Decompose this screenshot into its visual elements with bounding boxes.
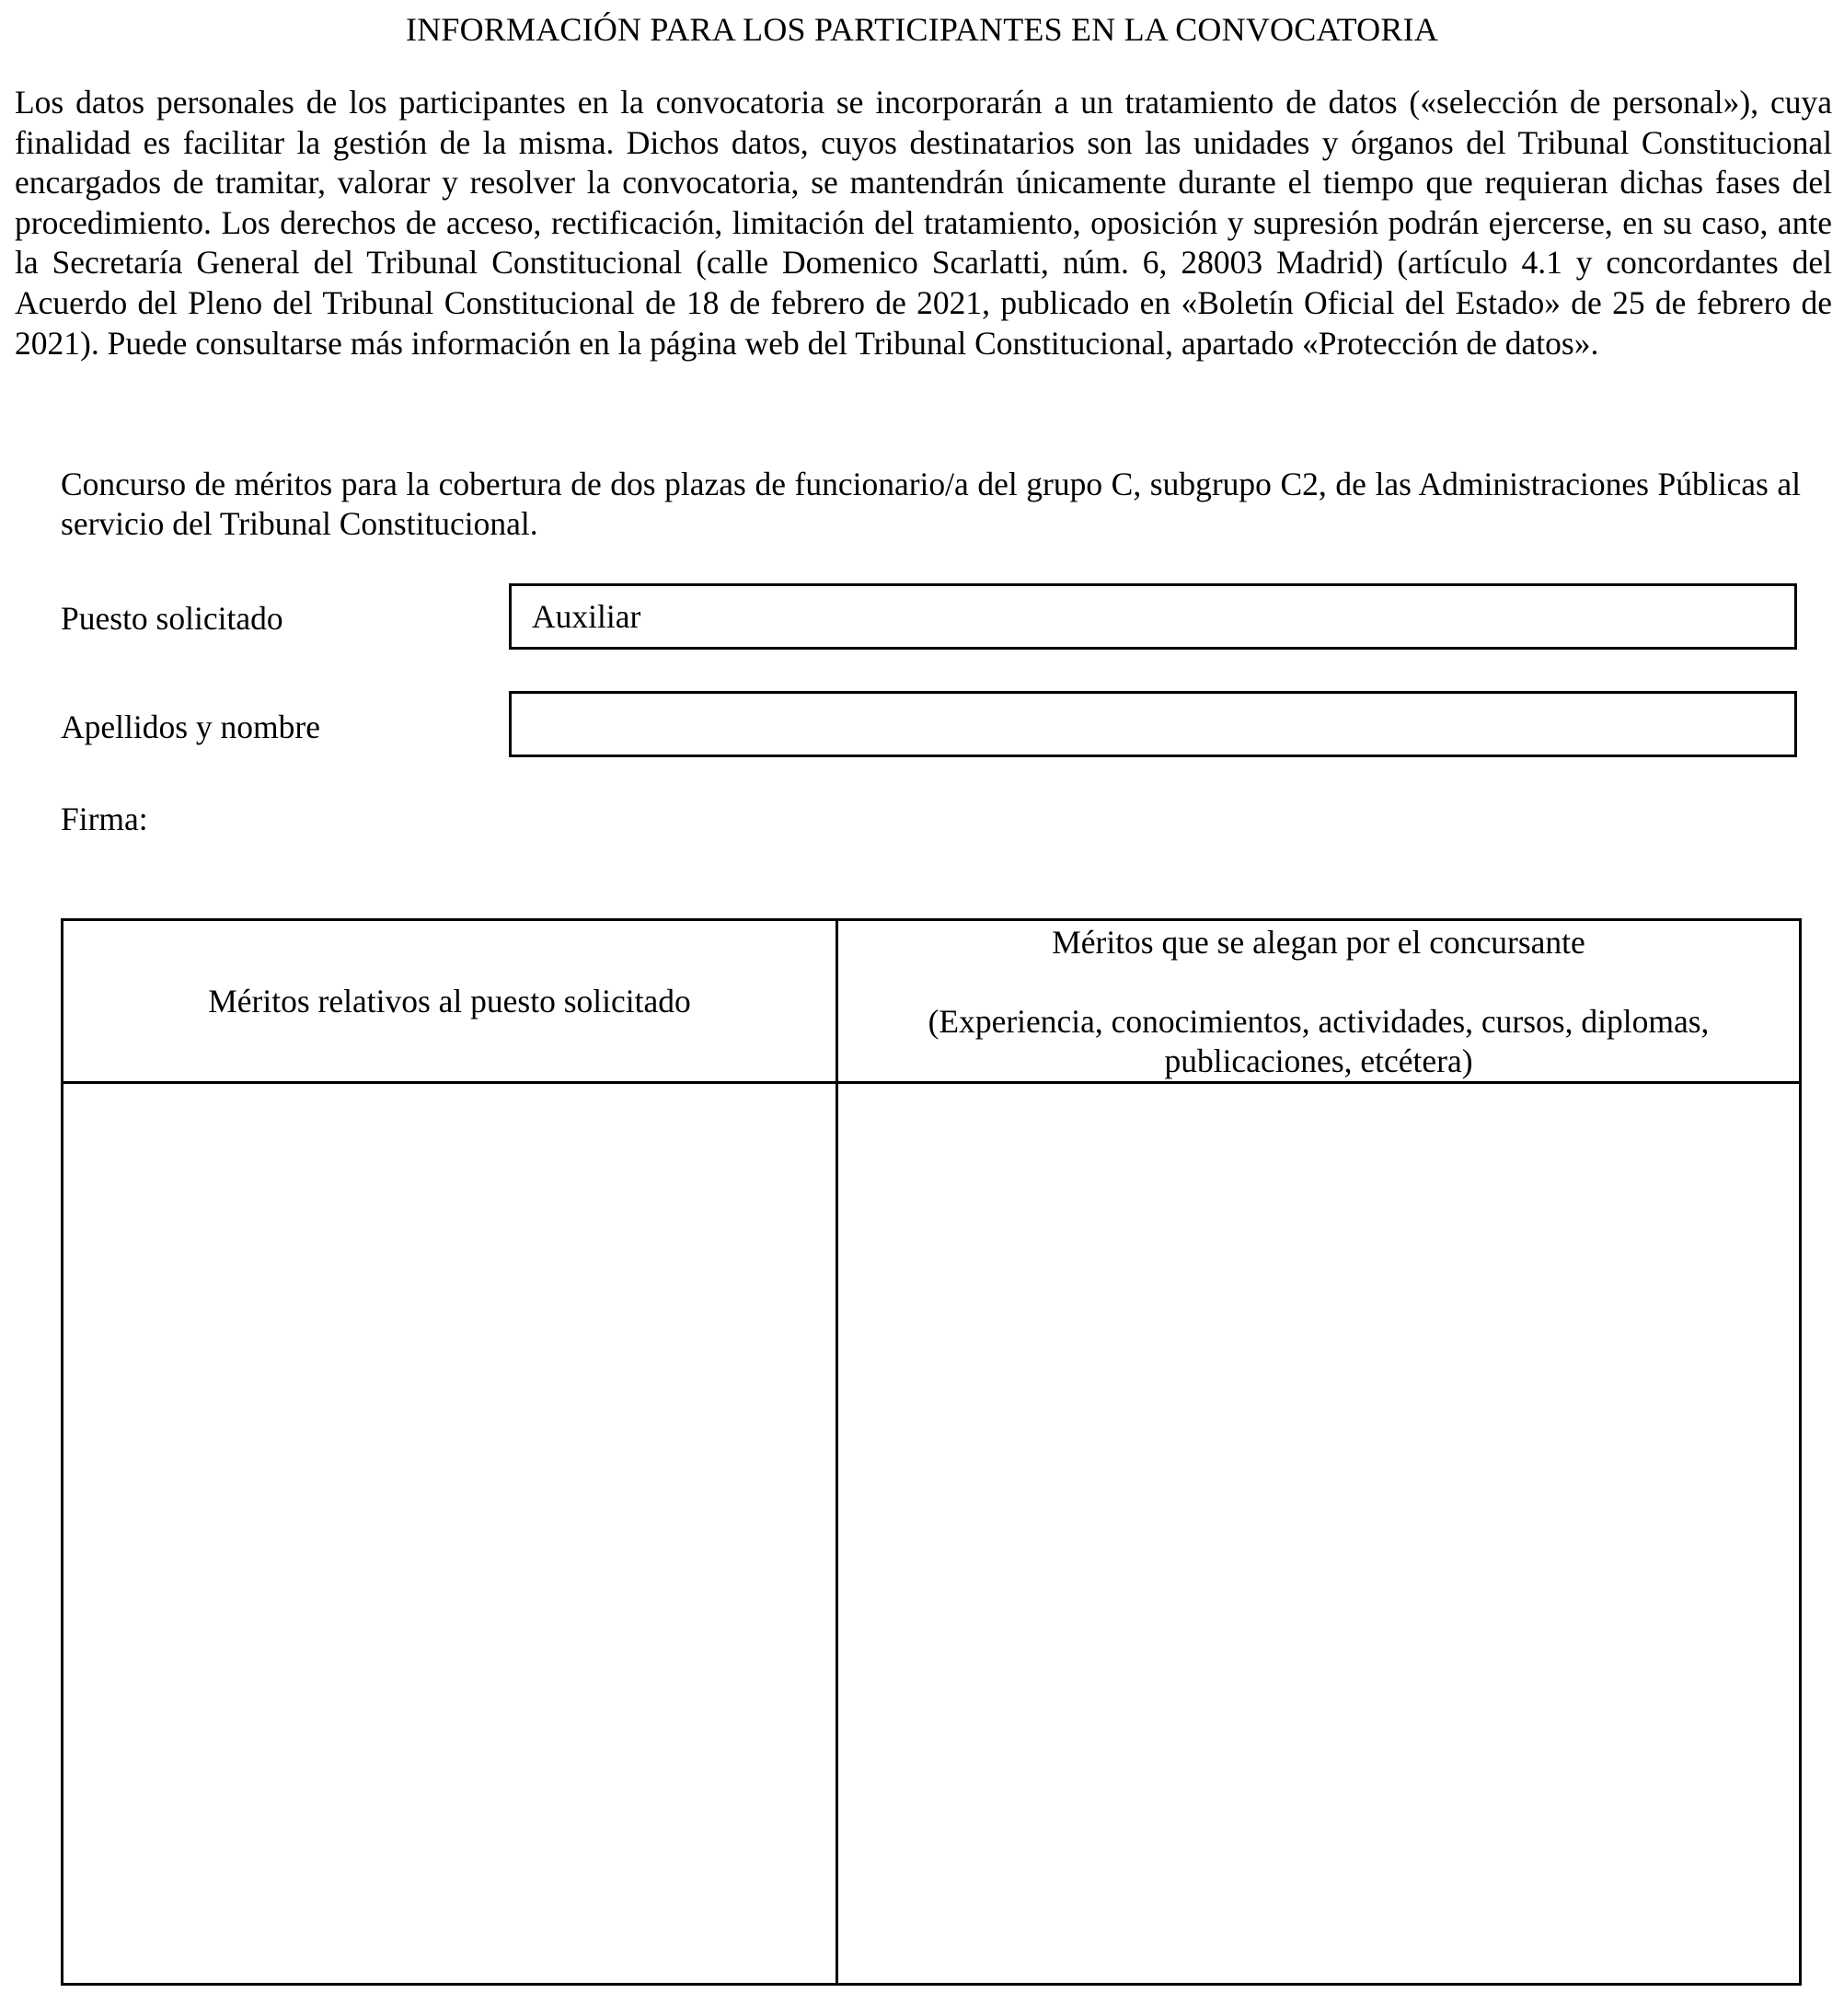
apellidos-nombre-field[interactable] <box>509 691 1797 757</box>
page-title: INFORMACIÓN PARA LOS PARTICIPANTES EN LA CONVOCATORIA <box>406 11 1438 48</box>
firma-label: Firma: <box>61 801 148 837</box>
merits-table <box>61 918 1802 1986</box>
merits-table-body-row <box>63 1083 1801 1985</box>
merits-table-header-row <box>63 920 1801 1083</box>
puesto-solicitado-field[interactable] <box>509 583 1797 650</box>
apellidos-nombre-label: Apellidos y nombre <box>61 708 320 745</box>
merits-col-alegados-header <box>837 920 1801 1083</box>
merits-col-puesto-header-text: Méritos relativos al puesto solicitado <box>208 982 691 1020</box>
merits-col-alegados-title: Méritos que se alegan por el concursante <box>1052 924 1585 961</box>
concurso-description: Concurso de méritos para la cobertura de dos plazas de funcionario/a del grupo C, subgrupo C2, de las Administraciones Públicas al servicio del Tribunal Constitucional. <box>61 466 1801 542</box>
merits-alegados-input[interactable] <box>838 1084 1799 1983</box>
data-protection-notice: Los datos personales de los participantes en la convocatoria se incorporarán a un tratamiento de datos («selección de personal»), cuya finalidad es facilitar la gestión de la misma. Dichos datos, cuyos destinatarios son las unidades y órganos del Tribunal Constitucional encargados de tramitar, valorar y resolver la convocatoria, se mantendrán únicamente durante el tiempo que requieran dichas fases del procedimiento. Los derechos de acceso, rectificación, limitación del tratamiento, oposición y supresión podrán ejercerse, en su caso, ante la Secretaría General del Tribunal Constitucional (calle Domenico Scarlatti, núm. 6, 28003 Madrid) (artículo 4.1 y concordantes del Acuerdo del Pleno del Tribunal Constitucional de 18 de febrero de 2021, publicado en «Boletín Oficial del Estado» de 25 de febrero de 2021). Puede consultarse más información en la página web del Tribunal Constitucional, apartado «Protección de datos». <box>15 84 1832 362</box>
merits-alegados-cell <box>837 1083 1801 1985</box>
merits-col-alegados-subtitle: (Experiencia, conocimientos, actividades, cursos, diplomas, publicaciones, etcétera) <box>928 1003 1710 1079</box>
puesto-solicitado-label: Puesto solicitado <box>61 600 283 637</box>
merits-puesto-cell <box>63 1083 837 1985</box>
merits-puesto-input[interactable] <box>63 1084 836 1983</box>
merits-col-puesto-header <box>63 920 837 1083</box>
